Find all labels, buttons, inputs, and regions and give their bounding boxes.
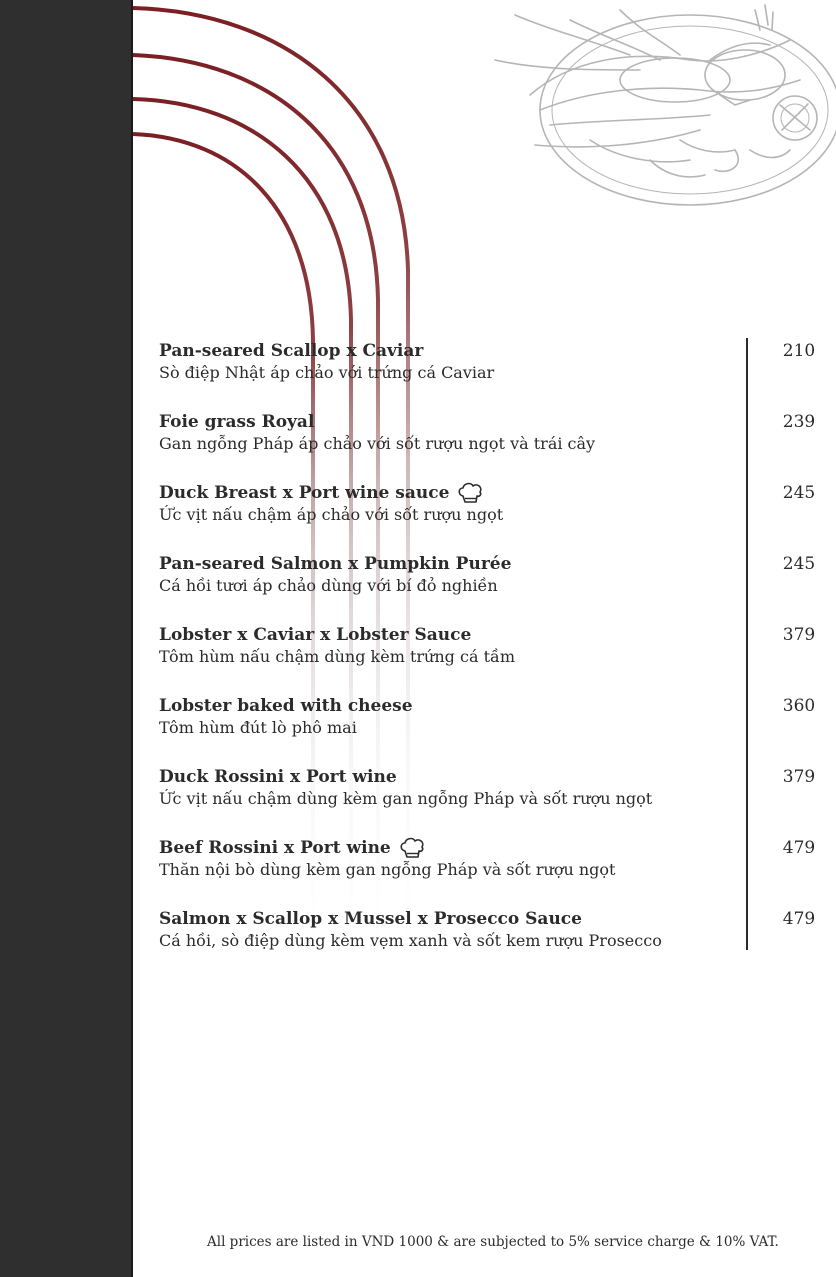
menu-item-name-text: Salmon x Scallop x Mussel x Prosecco Sauce: [159, 909, 582, 929]
menu-item-price: 479: [782, 909, 816, 929]
menu-item-price: 360: [782, 696, 816, 716]
menu-item: [159, 553, 819, 624]
menu-item-name: [159, 766, 397, 788]
menu-item-name-text: Pan-seared Salmon x Pumpkin Purée: [159, 554, 512, 574]
menu-item: [159, 908, 819, 979]
menu-item-name-text: Lobster x Caviar x Lobster Sauce: [159, 625, 472, 645]
menu-item-description: Tôm hùm nấu chậm dùng kèm trứng cá tầm: [159, 647, 515, 666]
lobster-plate-illustration: [490, 0, 836, 215]
menu-item-description: Gan ngỗng Pháp áp chảo với sốt rượu ngọt và trái cây: [159, 434, 596, 453]
menu-item-description: Cá hồi, sò điệp dùng kèm vẹm xanh và sốt kem rượu Prosecco: [159, 931, 662, 950]
menu-item: [159, 624, 819, 695]
menu-item-price: 379: [782, 625, 816, 645]
menu-item-price: 210: [782, 341, 816, 361]
menu-item-name: [159, 482, 483, 504]
menu-item: [159, 411, 819, 482]
menu-item-description: Cá hồi tươi áp chảo dùng với bí đỏ nghiền: [159, 576, 498, 595]
menu-item: [159, 837, 819, 908]
menu-item-price: 245: [782, 483, 816, 503]
menu-item-price: 239: [782, 412, 816, 432]
menu-item-description: Sò điệp Nhật áp chảo với trứng cá Caviar: [159, 363, 495, 382]
menu-item-name: [159, 340, 423, 362]
menu-item-name: [159, 553, 511, 575]
menu-item-price: 479: [782, 838, 816, 858]
menu-item-name-text: Lobster baked with cheese: [159, 696, 413, 716]
menu-item-name-text: Duck Rossini x Port wine: [159, 767, 397, 787]
menu-item-price: 245: [782, 554, 816, 574]
menu-list: [159, 340, 819, 979]
menu-item-name: [159, 624, 471, 646]
menu-item: [159, 340, 819, 411]
price-footnote: All prices are listed in VND 1000 & are subjected to 5% service charge & 10% VAT.: [207, 1234, 779, 1250]
menu-item-description: Thăn nội bò dùng kèm gan ngỗng Pháp và sốt rượu ngọt: [159, 860, 616, 879]
chef-hat-icon: [399, 837, 425, 859]
menu-item-name: [159, 837, 425, 859]
menu-item-name: [159, 695, 413, 717]
menu-item-description: Ức vịt nấu chậm dùng kèm gan ngỗng Pháp và sốt rượu ngọt: [159, 789, 653, 808]
menu-item-price: 379: [782, 767, 816, 787]
menu-item-description: Tôm hùm đút lò phô mai: [159, 718, 357, 737]
menu-item-name-text: Duck Breast x Port wine sauce: [159, 483, 450, 503]
menu-item: [159, 482, 819, 553]
menu-item-name-text: Pan-seared Scallop x Caviar: [159, 341, 424, 361]
menu-item-name: [159, 908, 582, 930]
left-sidebar-band: [0, 0, 133, 1277]
menu-item-name: [159, 411, 314, 433]
menu-item: [159, 695, 819, 766]
menu-item-description: Ức vịt nấu chậm áp chảo với sốt rượu ngọt: [159, 505, 504, 524]
chef-hat-icon: [457, 482, 483, 504]
menu-item-name-text: Beef Rossini x Port wine: [159, 838, 391, 858]
menu-item-name-text: Foie grass Royal: [159, 412, 315, 432]
menu-item: [159, 766, 819, 837]
